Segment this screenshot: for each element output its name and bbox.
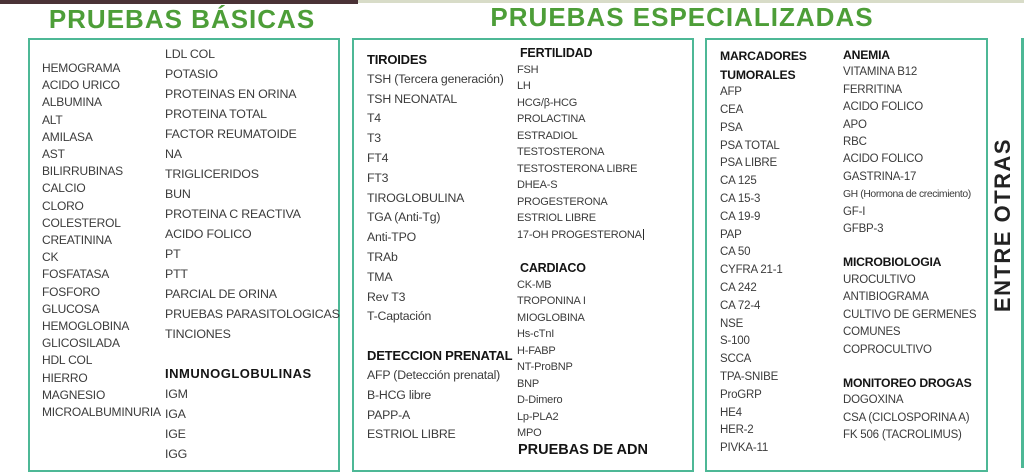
list-gap [165,344,166,364]
list-item: ESTRIOL LIBRE [517,212,596,224]
list-item: PT [165,247,181,261]
list-item: PROTEINA TOTAL [165,107,267,121]
list-gap [843,359,844,375]
marcadores-column-1 [720,47,807,458]
list-item: FERRITINA [843,83,902,96]
list-item: FSH [517,63,539,76]
list-item: BUN [165,187,191,201]
box-marcadores-anemia [705,38,988,472]
list-item: AFP [720,86,742,99]
text-cursor [643,229,644,240]
list-item: CK-MB [517,278,552,291]
list-item: FOSFORO [42,284,100,299]
list-item: CSA (CICLOSPORINA A) [843,411,970,424]
list-item: DHEA-S [517,179,558,191]
list-item: PSA LIBRE [720,157,778,170]
list-item: CLORO [42,198,84,213]
list-item: CK [42,250,59,265]
list-item: IGE [165,427,186,441]
list-item: PTT [165,267,188,281]
section-header: MARCADORES [720,49,807,63]
box-pruebas-especializadas [352,38,694,472]
list-item: CEA [720,103,744,116]
list-item: LDL COL [165,47,215,61]
list-item: HEMOGRAMA [42,61,121,75]
list-item: IGM [165,387,188,401]
list-item: SCCA [720,353,752,366]
list-item: PROLACTINA [517,113,586,125]
list-item: ALT [42,112,63,127]
list-item: VITAMINA B12 [843,66,918,79]
list-item: PSA [720,121,743,134]
list-item: ANTIBIOGRAMA [843,291,929,304]
list-item: HDL COL [42,353,93,368]
list-item: T4 [367,111,381,126]
list-item: COLESTEROL [42,215,121,230]
list-item: CYFRA 21-1 [720,264,783,277]
section-header: TUMORALES [720,67,796,82]
list-item: NT-ProBNP [517,361,573,373]
list-item: HE4 [720,406,742,419]
list-item: TSH NEONATAL [367,91,458,106]
list-item: TROPONINA I [517,295,586,307]
list-item: APO [843,118,867,131]
list-item: HCG/β-HCG [517,96,578,109]
list-item: HEMOGLOBINA [42,319,130,334]
entre-otras-vertical-label [982,38,1024,468]
marcadores-column-2 [843,47,976,445]
section-header: TIROIDES [367,52,427,67]
list-item: CA 125 [720,175,757,188]
list-item: COPROCULTIVO [843,343,932,356]
list-item: S-100 [720,335,750,348]
list-item: MAGNESIO [42,387,106,402]
basicas-column-1 [42,60,161,421]
list-item: NSE [720,317,744,330]
list-item: 17-OH PROGESTERONA [517,228,642,241]
section-header: DETECCION PRENATAL [367,348,513,364]
list-item: ACIDO FOLICO [165,227,252,241]
title-pruebas-basicas: PRUEBAS BÁSICAS [48,4,316,34]
list-item: TIROGLOBULINA [367,190,465,205]
list-item: CULTIVO DE GERMENES [843,308,977,321]
list-item: RBC [843,136,867,149]
list-item: ProGRP [720,388,762,401]
list-item: AST [42,147,65,162]
list-item: MICROALBUMINURIA [42,405,161,420]
section-header: ANEMIA [843,48,890,62]
list-item: Lp-PLA2 [517,410,559,423]
list-gap [843,238,844,254]
list-item: BILIRRUBINAS [42,164,123,179]
list-item: PAP [720,228,742,241]
list-item: TRIGLICERIDOS [165,167,259,181]
list-item: Rev T3 [367,289,406,304]
list-item: GASTRINA-17 [843,170,917,183]
list-item: UROCULTIVO [843,273,916,286]
list-item: FOSFATASA [42,267,110,282]
list-gap [517,243,518,260]
list-item: GF-I [843,205,866,218]
list-item: GFBP-3 [843,223,884,236]
list-item: GH (Hormona de crecimiento) [843,189,971,201]
list-item: CA 50 [720,246,751,259]
section-header: PRUEBAS DE ADN [518,441,648,458]
especializadas-column-2 [517,45,648,458]
entre-otras-text: ENTRE OTRAS [990,137,1015,313]
list-item: FK 506 (TACROLIMUS) [843,429,962,442]
list-item: MPO [517,427,542,439]
list-item: ALBUMINA [42,95,102,110]
list-item: FT4 [367,150,389,165]
list-item: TSH (Tercera generación) [367,71,504,86]
list-item: HIERRO [42,370,88,385]
list-item: TRAb [367,249,398,264]
list-item: Anti-TPO [367,230,416,245]
list-item: ACIDO URICO [42,78,120,93]
list-item: CREATININA [42,233,112,248]
list-item: FT3 [367,170,389,185]
list-item: AFP (Detección prenatal) [367,367,501,382]
list-item: TPA-SNIBE [720,370,779,383]
list-item: GLICOSILADA [42,336,120,351]
list-item: CA 72-4 [720,299,761,312]
list-item: CA 242 [720,281,757,294]
list-item: PSA TOTAL [720,139,780,152]
list-item: CALCIO [42,181,86,196]
list-item: DOGOXINA [843,394,904,407]
list-item: D-Dimero [517,394,563,406]
list-item: MIOGLOBINA [517,311,585,324]
list-item: TMA [367,269,393,284]
box-pruebas-basicas [28,38,340,472]
section-header: MICROBIOLOGIA [843,255,942,270]
list-item: HER-2 [720,424,754,437]
list-item: PAPP-A [367,407,410,422]
list-item: NA [165,147,182,161]
list-item: POTASIO [165,67,218,81]
section-header: MONITOREO DROGAS [843,375,972,390]
list-item: PROTEINA C REACTIVA [165,207,301,221]
list-gap [367,327,368,346]
section-header: FERTILIDAD [520,46,593,60]
basicas-column-2 [165,44,340,464]
especializadas-column-1 [367,50,512,445]
list-item: PIVKA-11 [720,442,769,455]
list-item: ACIDO FOLICO [843,101,924,114]
list-item: ACIDO FOLICO [843,153,924,166]
list-item: AMILASA [42,129,93,144]
list-item: Hs-cTnI [517,328,555,340]
list-item: BNP [517,377,540,390]
list-item: LH [517,80,531,92]
list-item: COMUNES [843,326,901,339]
list-item: TGA (Anti-Tg) [367,210,441,225]
list-item: T3 [367,131,381,146]
list-item: PARCIAL DE ORINA [165,287,277,301]
section-header: INMUNOGLOBULINAS [165,366,312,381]
list-item: PROTEINAS EN ORINA [165,87,297,101]
list-item: PROGESTERONA [517,195,608,208]
list-item: T-Captación [367,309,432,324]
list-item: IGA [165,407,186,421]
list-item: B-HCG libre [367,387,432,402]
list-item: TESTOSTERONA LIBRE [517,162,638,175]
title-pruebas-especializadas: PRUEBAS ESPECIALIZADAS [490,2,874,32]
list-item: TINCIONES [165,327,231,341]
list-item: H-FABP [517,344,556,357]
list-item: ESTRADIOL [517,129,578,142]
section-header: CARDIACO [520,261,586,275]
list-item: FACTOR REUMATOIDE [165,127,297,141]
list-item: PRUEBAS PARASITOLOGICAS [165,307,340,321]
list-item: CA 19-9 [720,210,761,223]
list-item: CA 15-3 [720,192,761,205]
list-item: GLUCOSA [42,301,100,316]
list-item: IGG [165,447,188,461]
list-item: ESTRIOL LIBRE [367,427,456,442]
list-item: TESTOSTERONA [517,146,605,158]
